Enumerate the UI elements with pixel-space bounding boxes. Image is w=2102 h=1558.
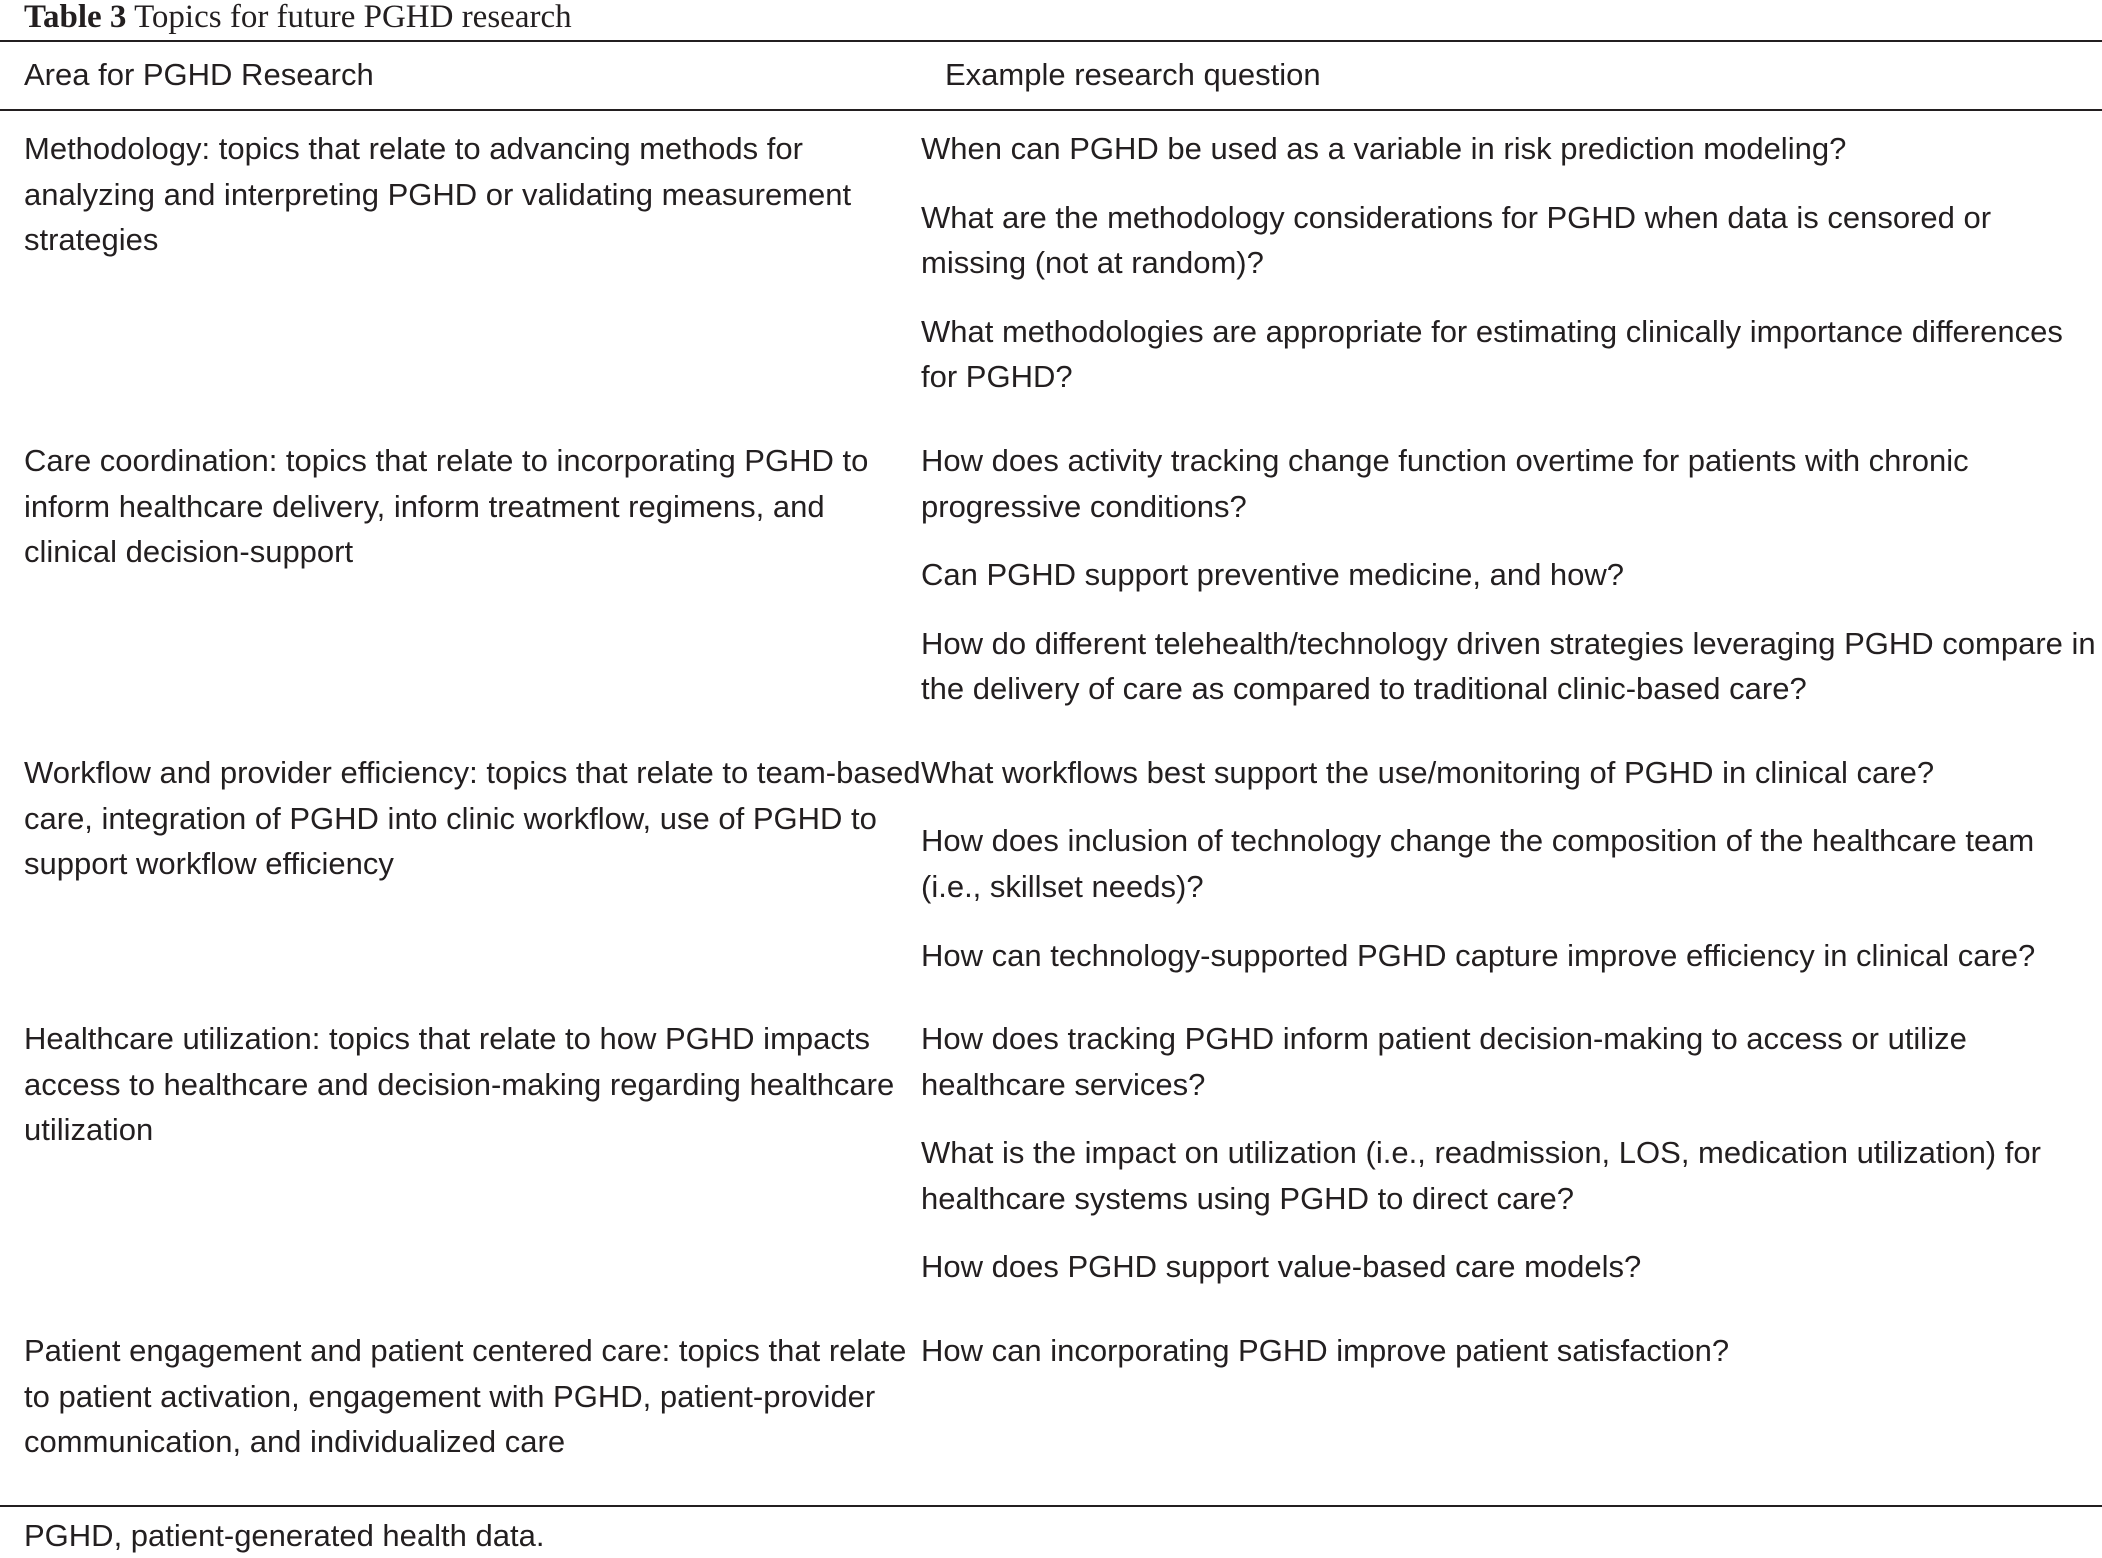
table-footnote: PGHD, patient-generated health data. [24,1518,545,1553]
question-item: What are the methodology considerations for PGHD when data is censored or missing (not at random)? [921,199,1992,281]
question-item: How do different telehealth/technology driven strategies leveraging PGHD compare in the delivery of care as compared to traditional clinic-based care? [921,625,2096,707]
table-row [0,1001,2102,1313]
header-area: Area for PGHD Research [24,57,374,92]
question-cell [921,423,2102,735]
table-row [0,111,2102,423]
question-cell [921,735,2102,1001]
table-caption [24,0,572,34]
question-item: How does tracking PGHD inform patient decision-making to access or utilize healthcare services? [921,1021,1967,1102]
question-item: What methodologies are appropriate for estimating clinically importance differences for PGHD? [921,313,2063,395]
question-item: What is the impact on utilization (i.e., readmission, LOS, medication utilization) for healthcare systems using PGHD to direct care? [921,1135,2041,1216]
question-cell [921,1313,2102,1465]
area-cell: Methodology: topics that relate to advancing methods for analyzing and interpreting PGHD or validating measurement strategies [24,131,852,258]
bottom-rule [0,1505,2102,1507]
table-row [0,423,2102,735]
area-cell: Patient engagement and patient centered care: topics that relate to patient activation, engagement with PGHD, patient-provider communication, and individualized care [24,1332,907,1460]
area-cell: Workflow and provider efficiency: topics that relate to team-based care, integration of PGHD into clinic workflow, use of PGHD to support workflow efficiency [24,754,921,882]
table-header [0,42,2102,109]
question-item: How can incorporating PGHD improve patient satisfaction? [921,1332,1730,1368]
table-row [0,1313,2102,1465]
question-item: How can technology-supported PGHD capture improve efficiency in clinical care? [921,937,2036,973]
question-item: When can PGHD be used as a variable in risk prediction modeling? [921,131,1847,166]
question-cell [921,1001,2102,1313]
area-cell: Care coordination: topics that relate to incorporating PGHD to inform healthcare delivery, inform treatment regimens, and clinical decision-support [24,442,869,570]
header-question: Example research question [945,57,1321,92]
question-cell [921,111,2102,423]
table-title: Topics for future PGHD research [134,0,572,35]
table-label: Table 3 [24,0,127,35]
question-item: How does activity tracking change function overtime for patients with chronic progressive conditions? [921,442,1969,524]
question-item: How does inclusion of technology change the composition of the healthcare team (i.e., skillset needs)? [921,823,2035,905]
question-item: How does PGHD support value-based care models? [921,1249,1642,1285]
question-item: Can PGHD support preventive medicine, and how? [921,557,1625,593]
question-item: What workflows best support the use/monitoring of PGHD in clinical care? [921,754,1935,790]
area-cell: Healthcare utilization: topics that relate to how PGHD impacts access to healthcare and decision-making regarding healthcare utilization [24,1021,895,1148]
table-row [0,735,2102,1001]
table-body [0,111,2102,1465]
